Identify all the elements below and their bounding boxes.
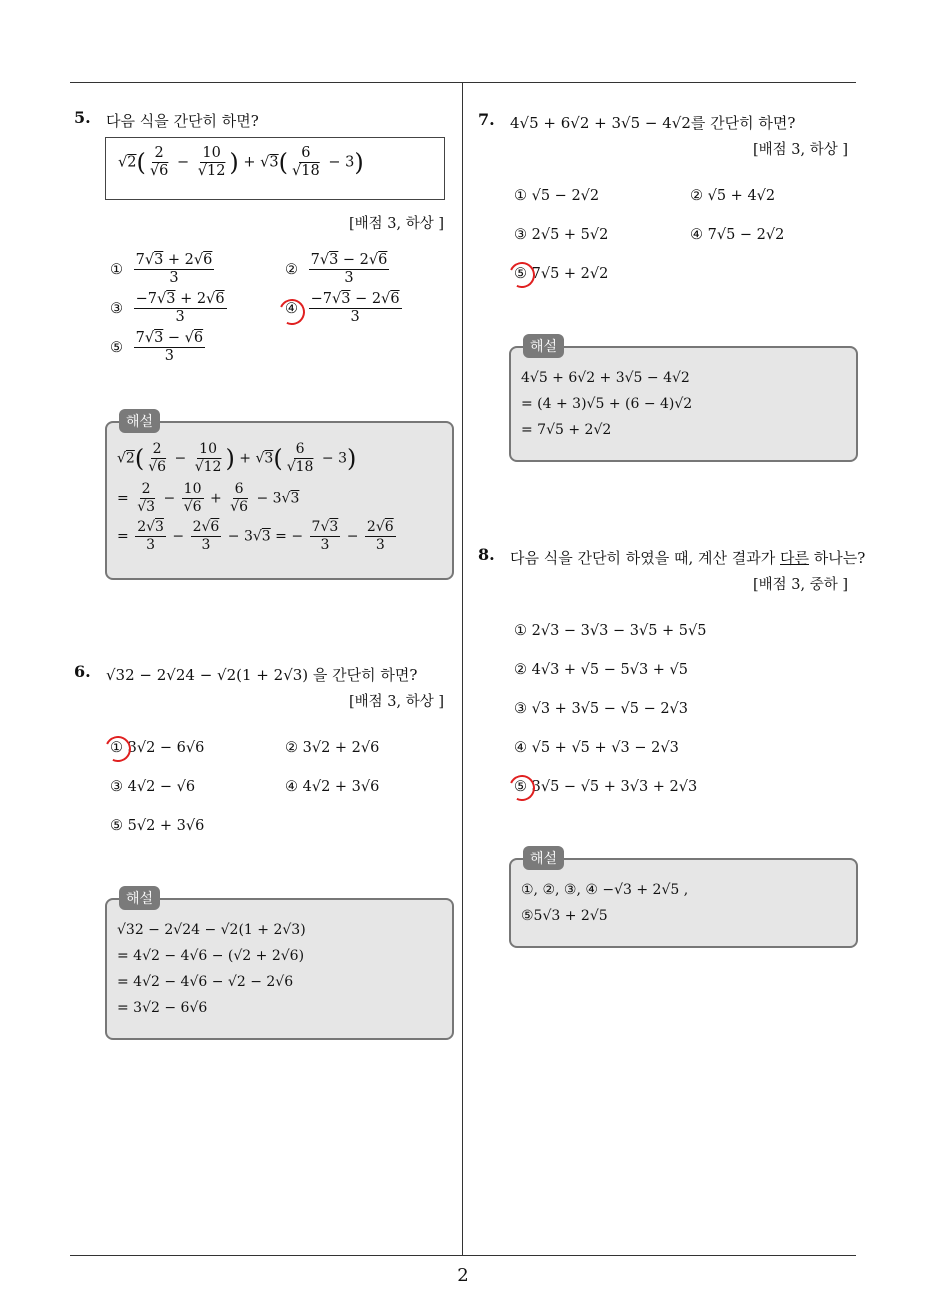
q7-number: 7.: [478, 110, 495, 129]
q5-solution-line-3: = $\frac{2√3}{3}$ − $\frac{2√6}{3}$ − 3√3 = − $\frac{7√3}{3}$ − $\frac{2√6}{3}$: [117, 519, 394, 553]
q8-option-5[interactable]: ⑤ 3√5 − √5 + 3√3 + 2√3: [514, 779, 698, 795]
q6-option-3[interactable]: ③ 4√2 − √6: [110, 779, 196, 795]
q6-solution-line-3: = 4√2 − 4√6 − √2 − 2√6: [117, 974, 294, 990]
option-number: ①: [110, 261, 123, 278]
q5-expression: √2( $\frac{2}{√6}$ − $\frac{10}{√12}$ ) + √3( $\frac{6}{√18}$ − 3): [118, 145, 364, 179]
q6-score: [배점 3, 하상 ]: [349, 694, 445, 710]
option-number: ⑤: [110, 339, 123, 356]
q5-option-5[interactable]: ⑤ $\frac{7√3 - √6}{3}$: [110, 330, 204, 364]
q6-prompt: √32 − 2√24 − √2(1 + 2√3) 을 간단히 하면?: [106, 666, 418, 684]
column-divider: [462, 83, 463, 1256]
q5-solution-line-1: √2( $\frac{2}{√6}$ − $\frac{10}{√12}$ ) + √3( $\frac{6}{√18}$ − 3): [117, 441, 357, 475]
q6-solution-line-1: √32 − 2√24 − √2(1 + 2√3): [117, 922, 306, 938]
option-number: ④: [285, 300, 298, 317]
q6-number: 6.: [74, 662, 91, 681]
q8-score: [배점 3, 중하 ]: [753, 577, 849, 593]
q6-option-5[interactable]: ⑤ 5√2 + 3√6: [110, 818, 205, 834]
q8-prompt-underlined: 다른: [780, 549, 809, 567]
q8-number: 8.: [478, 545, 495, 564]
q5-solution-line-2: = $\frac{2}{√3}$ − $\frac{10}{√6}$ + $\frac{6}{√6}$ − 3√3: [117, 481, 300, 515]
q5-expression-box: [105, 137, 445, 200]
bottom-rule: [70, 1255, 856, 1256]
q5-number: 5.: [74, 108, 91, 127]
q7-option-3[interactable]: ③ 2√5 + 5√2: [514, 227, 609, 243]
q5-option-4[interactable]: ④ $\frac{-7√3 - 2√6}{3}$: [285, 291, 400, 325]
page-number: 2: [457, 1265, 469, 1286]
q7-option-1[interactable]: ① √5 − 2√2: [514, 188, 600, 204]
q7-solution-label: 해설: [523, 334, 564, 358]
q8-solution-line-1: ①, ②, ③, ④ −√3 + 2√5 ,: [521, 882, 689, 898]
q8-solution-line-2: ⑤5√3 + 2√5: [521, 908, 608, 924]
q6-option-1[interactable]: ① 3√2 − 6√6: [110, 740, 205, 756]
q6-solution-line-4: = 3√2 − 6√6: [117, 1000, 208, 1016]
q7-prompt: 4√5 + 6√2 + 3√5 − 4√2를 간단히 하면?: [510, 114, 796, 132]
q5-score: [배점 3, 하상 ]: [349, 216, 445, 232]
q7-option-4[interactable]: ④ 7√5 − 2√2: [690, 227, 785, 243]
q8-option-1[interactable]: ① 2√3 − 3√3 − 3√5 + 5√5: [514, 623, 707, 639]
q6-answer-mark: [101, 732, 134, 765]
q5-prompt: 다음 식을 간단히 하면?: [106, 112, 259, 130]
q5-option-3[interactable]: ③ $\frac{-7√3 + 2√6}{3}$: [110, 291, 225, 325]
q6-solution-box: [105, 898, 454, 1040]
q7-option-5[interactable]: ⑤ 7√5 + 2√2: [514, 266, 609, 282]
q8-solution-box: [509, 858, 858, 948]
q6-option-4[interactable]: ④ 4√2 + 3√6: [285, 779, 380, 795]
top-rule: [70, 82, 856, 83]
q7-score: [배점 3, 하상 ]: [753, 142, 849, 158]
q5-option-2[interactable]: ② $\frac{7√3 - 2√6}{3}$: [285, 252, 388, 286]
q8-solution-label: 해설: [523, 846, 564, 870]
q8-prompt-before: 다음 식을 간단히 하였을 때, 계산 결과가: [510, 549, 780, 567]
q6-option-2[interactable]: ② 3√2 + 2√6: [285, 740, 380, 756]
q7-solution-line-1: 4√5 + 6√2 + 3√5 − 4√2: [521, 370, 690, 386]
q6-solution-line-2: = 4√2 − 4√6 − (√2 + 2√6): [117, 948, 305, 964]
q8-answer-mark: [505, 771, 538, 804]
q5-solution-box: [105, 421, 454, 580]
q7-solution-line-3: = 7√5 + 2√2: [521, 422, 612, 438]
q8-option-2[interactable]: ② 4√3 + √5 − 5√3 + √5: [514, 662, 689, 678]
q5-option-1[interactable]: ① $\frac{7√3 + 2√6}{3}$: [110, 252, 213, 286]
q7-answer-mark: [505, 258, 538, 291]
q7-option-2[interactable]: ② √5 + 4√2: [690, 188, 776, 204]
q8-prompt-after: 하나는?: [808, 549, 866, 567]
option-number: ②: [285, 261, 298, 278]
q6-solution-label: 해설: [119, 886, 160, 910]
q5-solution-label: 해설: [119, 409, 160, 433]
q8-option-4[interactable]: ④ √5 + √5 + √3 − 2√3: [514, 740, 679, 756]
q7-solution-box: [509, 346, 858, 462]
option-number: ③: [110, 300, 123, 317]
q8-option-3[interactable]: ③ √3 + 3√5 − √5 − 2√3: [514, 701, 689, 717]
q7-solution-line-2: = (4 + 3)√5 + (6 − 4)√2: [521, 396, 693, 412]
q8-prompt: [510, 547, 865, 568]
